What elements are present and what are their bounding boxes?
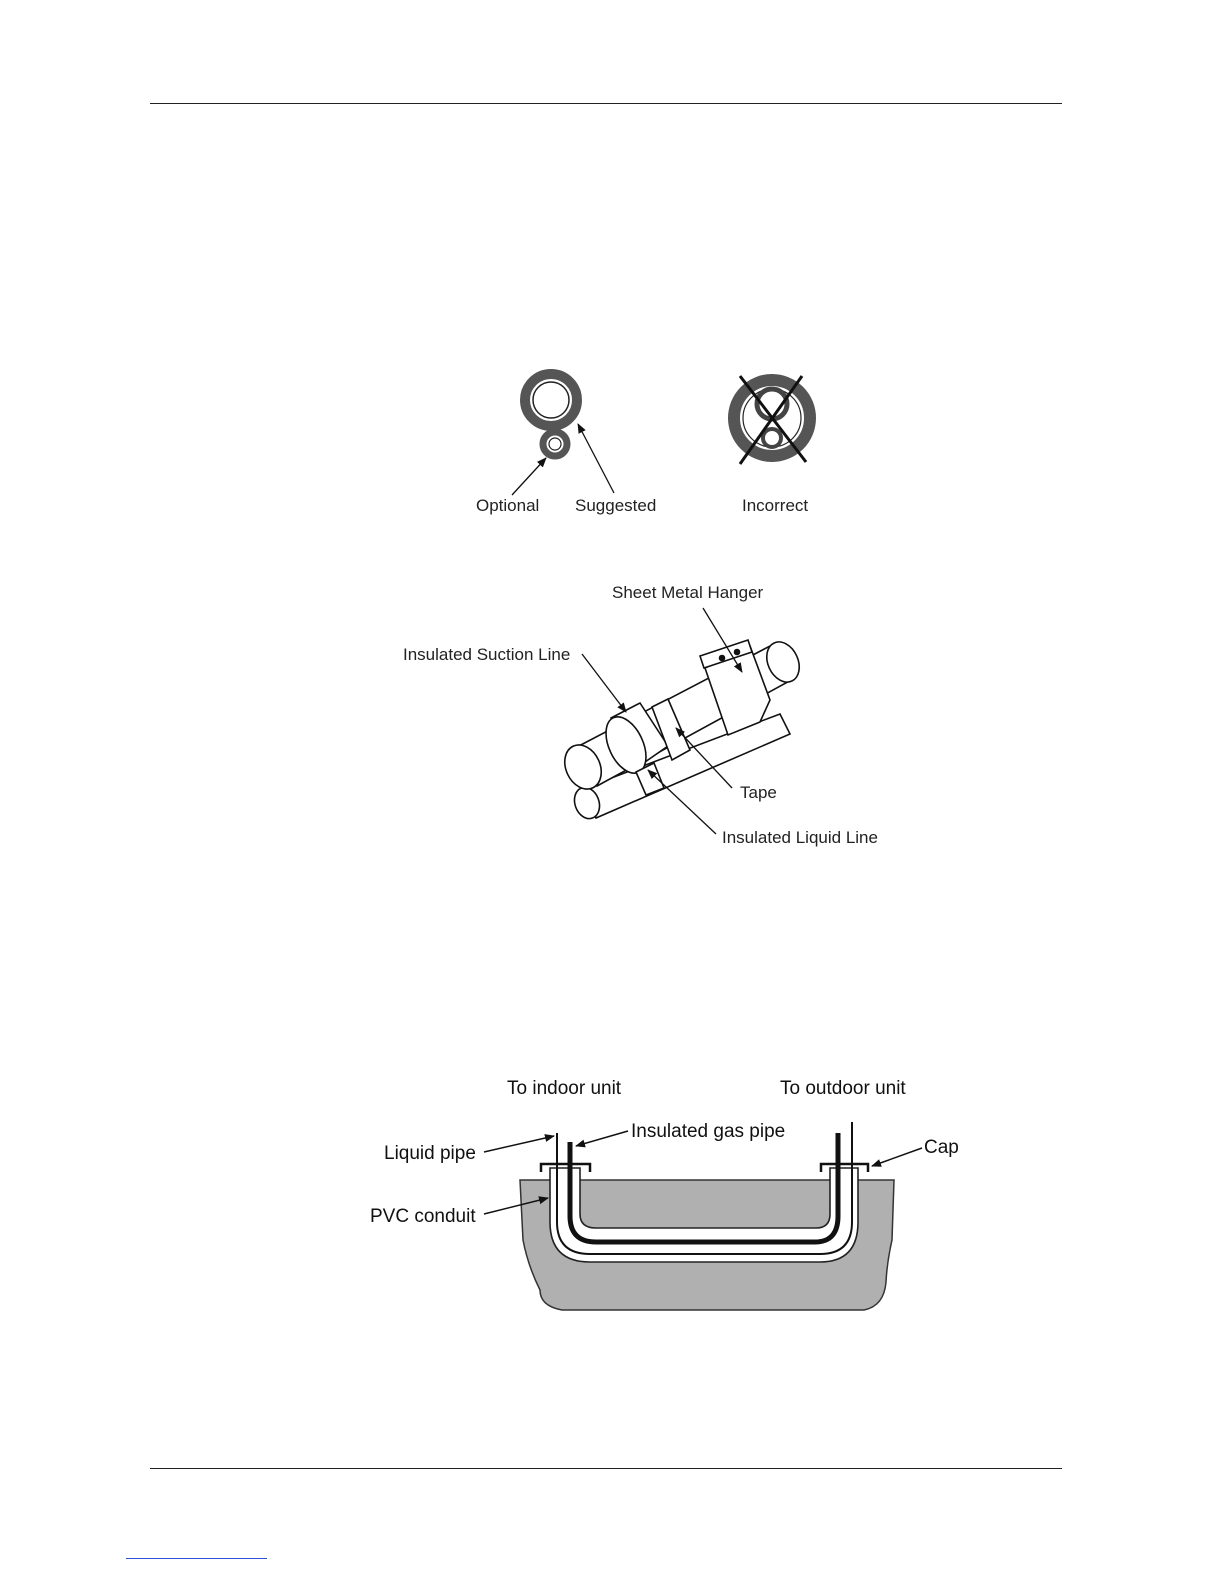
to-outdoor-unit-label: To outdoor unit [780, 1078, 906, 1099]
pvc-conduit-label: PVC conduit [370, 1206, 476, 1227]
liquid-pipe-arrow [484, 1136, 554, 1152]
cap-label: Cap [924, 1137, 959, 1158]
sheet-metal-hanger-label: Sheet Metal Hanger [612, 583, 764, 602]
liquid-pipe-label: Liquid pipe [384, 1143, 476, 1164]
suggested-label: Suggested [575, 496, 657, 515]
suggested-pipe-icon [525, 374, 577, 426]
suggested-arrow [578, 424, 614, 493]
insulated-suction-line-label: Insulated Suction Line [403, 645, 571, 664]
tape-label: Tape [740, 783, 777, 802]
gas-pipe-arrow [576, 1131, 628, 1146]
insulated-gas-pipe-label: Insulated gas pipe [631, 1121, 786, 1142]
optional-label: Optional [476, 496, 540, 515]
to-indoor-unit-label: To indoor unit [507, 1078, 622, 1099]
cap-arrow [872, 1148, 922, 1166]
optional-pipe-icon [543, 432, 567, 456]
optional-arrow [512, 458, 546, 495]
insulated-liquid-line-label: Insulated Liquid Line [722, 828, 878, 847]
suction-line-arrow [582, 654, 626, 712]
incorrect-label: Incorrect [742, 496, 809, 515]
